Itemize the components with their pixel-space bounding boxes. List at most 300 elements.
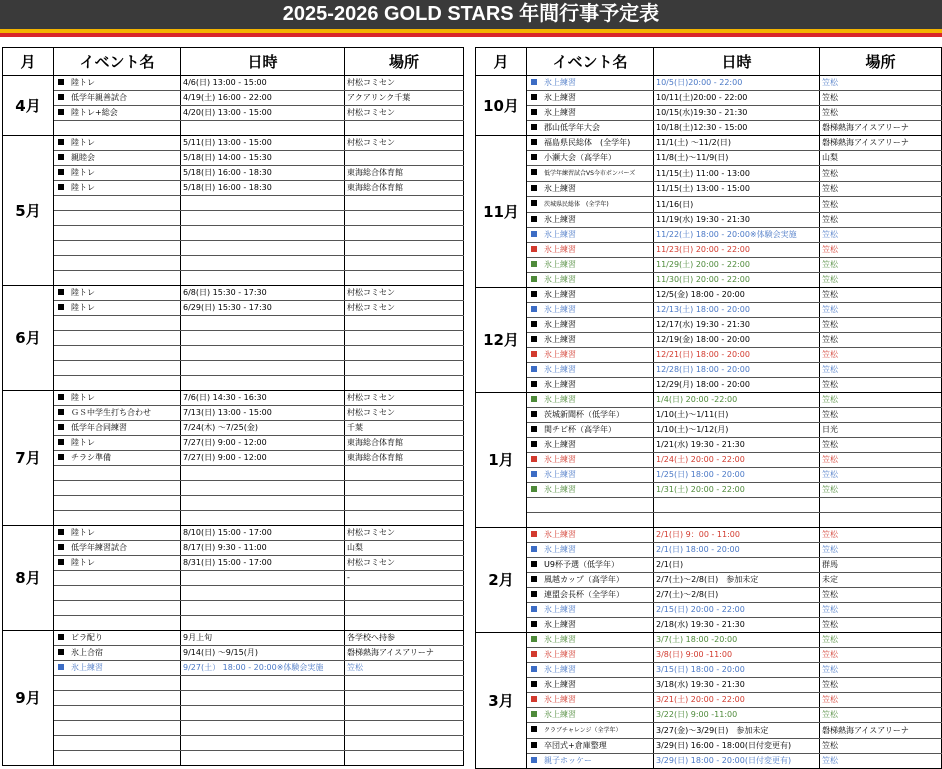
- datetime-text: 11/16(日): [656, 199, 694, 209]
- schedule-row: [3, 631, 464, 646]
- place-cell: [345, 181, 464, 196]
- schedule-row: [476, 588, 942, 603]
- place-text: 笠松: [822, 199, 838, 209]
- place-text: 千葉: [347, 423, 363, 432]
- datetime-cell: [654, 754, 820, 769]
- datetime-cell: [181, 376, 345, 391]
- place-text: 笠松: [822, 275, 838, 284]
- schedule-row: [476, 213, 942, 228]
- place-text: 笠松: [822, 230, 838, 239]
- bullet-square-icon: [531, 757, 537, 763]
- event-cell: [54, 76, 181, 91]
- datetime-text: 2/7(土)〜2/8(日) 参加未定: [656, 575, 759, 584]
- place-cell: [820, 498, 942, 513]
- place-cell: [820, 91, 942, 106]
- event-name: ビラ配り: [71, 633, 103, 642]
- datetime-cell: [181, 196, 345, 211]
- place-text: 磐梯熱海アイスアリーナ: [822, 138, 909, 147]
- place-cell: [345, 646, 464, 661]
- schedule-row: [3, 676, 464, 691]
- bullet-square-icon: [531, 456, 537, 462]
- event-cell: [54, 226, 181, 241]
- event-cell: [527, 498, 654, 513]
- bullet-square-icon: [58, 79, 64, 85]
- place-text: 笠松: [822, 756, 838, 765]
- event-cell: [527, 273, 654, 288]
- datetime-text: 11/15(土) 13:00 - 15:00: [656, 184, 750, 193]
- place-text: 東海総合体育館: [347, 183, 403, 192]
- place-cell: [820, 438, 942, 453]
- datetime-cell: [654, 197, 820, 213]
- datetime-cell: [181, 421, 345, 436]
- bullet-square-icon: [531, 381, 537, 387]
- place-cell: [820, 333, 942, 348]
- place-cell: [345, 226, 464, 241]
- datetime-text: 5/18(日) 14:00 - 15:30: [183, 153, 272, 162]
- place-text: 笠松: [822, 470, 838, 479]
- event-name: 氷上練習: [544, 184, 576, 193]
- datetime-cell: [181, 676, 345, 691]
- datetime-cell: [654, 378, 820, 393]
- datetime-cell: [654, 363, 820, 378]
- event-name: 氷上練習: [544, 365, 576, 374]
- place-cell: [820, 693, 942, 708]
- event-cell: [527, 363, 654, 378]
- place-cell: [345, 676, 464, 691]
- bullet-square-icon: [531, 336, 537, 342]
- place-text: 村松コミセン: [347, 393, 395, 402]
- schedule-row: [476, 106, 942, 121]
- event-cell: [54, 376, 181, 391]
- bullet-square-icon: [531, 169, 537, 175]
- event-cell: [527, 483, 654, 498]
- place-cell: [820, 588, 942, 603]
- event-name: 氷上練習: [71, 663, 103, 672]
- schedule-row: [476, 76, 942, 91]
- datetime-cell: [654, 483, 820, 498]
- schedule-row: [3, 196, 464, 211]
- month-label: 1月: [476, 393, 527, 528]
- schedule-row: [3, 436, 464, 451]
- bullet-square-icon: [531, 216, 537, 222]
- datetime-cell: [181, 331, 345, 346]
- place-cell: [820, 166, 942, 182]
- place-cell: [345, 706, 464, 721]
- bullet-square-icon: [531, 139, 537, 145]
- event-cell: [54, 646, 181, 661]
- schedule-row: [476, 678, 942, 693]
- place-cell: [345, 121, 464, 136]
- schedule-row: [3, 256, 464, 271]
- event-name: 氷上練習: [544, 245, 576, 254]
- page-title: 2025-2026 GOLD STARS 年間行事予定表: [0, 0, 942, 29]
- event-name: 氷上練習: [544, 470, 576, 479]
- header-row: [476, 48, 942, 76]
- place-cell: [820, 408, 942, 423]
- datetime-cell: [181, 271, 345, 286]
- place-text: 村松コミセン: [347, 288, 395, 297]
- datetime-text: 11/23(日) 20:00 - 22:00: [656, 245, 750, 254]
- datetime-text: 8/31(日) 15:00 - 17:00: [183, 558, 272, 567]
- datetime-cell: [181, 751, 345, 766]
- schedule-row: [3, 481, 464, 496]
- bullet-square-icon: [531, 261, 537, 267]
- datetime-cell: [181, 76, 345, 91]
- place-cell: [820, 273, 942, 288]
- datetime-cell: [654, 543, 820, 558]
- event-cell: [527, 678, 654, 693]
- bullet-square-icon: [531, 576, 537, 582]
- schedule-row: [3, 511, 464, 526]
- schedule-row: [3, 181, 464, 196]
- schedule-row: [3, 466, 464, 481]
- datetime-cell: [654, 453, 820, 468]
- schedule-row: [3, 136, 464, 151]
- event-name: 卒団式+倉庫整理: [544, 741, 607, 750]
- datetime-cell: [654, 166, 820, 182]
- event-cell: [527, 121, 654, 136]
- schedule-row: [3, 166, 464, 181]
- schedule-row: [3, 646, 464, 661]
- datetime-cell: [654, 588, 820, 603]
- bullet-square-icon: [531, 351, 537, 357]
- bullet-square-icon: [531, 561, 537, 567]
- datetime-cell: [181, 511, 345, 526]
- bullet-square-icon: [531, 154, 537, 160]
- event-cell: [54, 106, 181, 121]
- datetime-text: 12/28(日) 18:00 - 20:00: [656, 365, 750, 374]
- month-label: 6月: [3, 286, 54, 391]
- datetime-cell: [181, 301, 345, 316]
- datetime-cell: [181, 151, 345, 166]
- place-text: 東海総合体育館: [347, 453, 403, 462]
- datetime-cell: [181, 316, 345, 331]
- place-cell: [820, 423, 942, 438]
- datetime-text: 2/7(土)〜2/8(日): [656, 590, 719, 599]
- place-text: 笠松: [822, 650, 838, 659]
- place-cell: [345, 466, 464, 481]
- bullet-square-icon: [531, 621, 537, 627]
- bullet-square-icon: [531, 742, 537, 748]
- bullet-square-icon: [531, 606, 537, 612]
- schedule-row: [3, 76, 464, 91]
- datetime-text: 7/27(日) 9:00 - 12:00: [183, 438, 267, 447]
- place-text: -: [347, 573, 350, 582]
- place-text: 笠松: [822, 350, 838, 359]
- schedule-row: [3, 736, 464, 751]
- place-cell: [820, 243, 942, 258]
- event-cell: [527, 288, 654, 303]
- place-cell: [345, 481, 464, 496]
- event-name: 氷上練習: [544, 680, 576, 689]
- place-text: 笠松: [822, 455, 838, 464]
- place-cell: [345, 736, 464, 751]
- bullet-square-icon: [531, 651, 537, 657]
- datetime-cell: [181, 556, 345, 571]
- place-cell: [345, 616, 464, 631]
- place-cell: [820, 754, 942, 769]
- place-cell: [345, 106, 464, 121]
- event-name: 氷上練習: [544, 108, 576, 117]
- schedule-row: [476, 543, 942, 558]
- datetime-cell: [181, 211, 345, 226]
- datetime-cell: [181, 736, 345, 751]
- event-name: 陸トレ: [71, 528, 95, 537]
- header-event: イベント名: [527, 48, 654, 76]
- schedule-row: [476, 498, 942, 513]
- place-cell: [820, 258, 942, 273]
- event-cell: [54, 271, 181, 286]
- schedule-row: [3, 271, 464, 286]
- place-text: 笠松: [822, 108, 838, 117]
- place-cell: [345, 436, 464, 451]
- event-name: U9杯予選（低学年）: [544, 560, 619, 569]
- event-name: 郡山低学年大会: [544, 123, 600, 132]
- bullet-square-icon: [531, 441, 537, 447]
- bullet-square-icon: [531, 711, 537, 717]
- place-cell: [820, 288, 942, 303]
- datetime-cell: [654, 708, 820, 723]
- datetime-cell: [654, 213, 820, 228]
- datetime-cell: [181, 571, 345, 586]
- event-cell: [527, 754, 654, 769]
- event-cell: [54, 526, 181, 541]
- event-name: 氷上練習: [544, 650, 576, 659]
- place-cell: [345, 211, 464, 226]
- datetime-text: 11/8(土)〜11/9(日): [656, 153, 729, 162]
- event-cell: [54, 751, 181, 766]
- month-label: 10月: [476, 76, 527, 136]
- event-cell: [54, 631, 181, 646]
- event-cell: [54, 466, 181, 481]
- bullet-square-icon: [531, 666, 537, 672]
- datetime-cell: [181, 466, 345, 481]
- schedule-row: [476, 558, 942, 573]
- place-text: 山梨: [822, 153, 838, 162]
- event-cell: [527, 468, 654, 483]
- schedule-row: [3, 211, 464, 226]
- event-name: 連盟会長杯（全学年）: [544, 590, 624, 599]
- datetime-cell: [654, 318, 820, 333]
- event-cell: [527, 151, 654, 166]
- datetime-cell: [654, 438, 820, 453]
- event-cell: [54, 211, 181, 226]
- datetime-text: 3/29(日) 16:00 - 18:00(日付変更有): [656, 741, 792, 750]
- bullet-square-icon: [531, 306, 537, 312]
- event-cell: [527, 76, 654, 91]
- event-cell: [54, 421, 181, 436]
- place-text: 村松コミセン: [347, 408, 395, 417]
- event-name: 福島県民総体 (全学年): [544, 138, 631, 147]
- bullet-square-icon: [58, 529, 64, 535]
- event-cell: [527, 393, 654, 408]
- bullet-square-icon: [531, 396, 537, 402]
- place-text: 笠松: [822, 741, 838, 750]
- datetime-cell: [654, 528, 820, 543]
- datetime-cell: [654, 723, 820, 739]
- datetime-cell: [654, 513, 820, 528]
- schedule-row: [476, 603, 942, 618]
- datetime-cell: [181, 616, 345, 631]
- datetime-text: 1/10(土)〜1/11(日): [656, 410, 729, 419]
- place-text: 笠松: [822, 410, 838, 419]
- schedule-row: [3, 391, 464, 406]
- datetime-cell: [654, 603, 820, 618]
- schedule-row: [3, 346, 464, 361]
- datetime-cell: [654, 678, 820, 693]
- place-cell: [345, 91, 464, 106]
- datetime-text: 2/1(日) 9：00 - 11:00: [656, 530, 740, 539]
- event-cell: [527, 648, 654, 663]
- datetime-text: 12/13(土) 18:00 - 20:00: [656, 305, 750, 314]
- datetime-cell: [181, 481, 345, 496]
- schedule-row: [476, 303, 942, 318]
- event-name: 陸トレ: [71, 558, 95, 567]
- event-name: 氷上練習: [544, 545, 576, 554]
- place-text: 磐梯熱海アイスアリーナ: [822, 123, 909, 132]
- datetime-cell: [654, 393, 820, 408]
- event-name: 陸トレ: [71, 438, 95, 447]
- place-cell: [820, 106, 942, 121]
- bullet-square-icon: [58, 424, 64, 430]
- schedule-row: [476, 633, 942, 648]
- schedule-row: [476, 483, 942, 498]
- event-cell: [54, 406, 181, 421]
- event-name: 氷上練習: [544, 350, 576, 359]
- event-name: 陸トレ: [71, 393, 95, 402]
- bullet-square-icon: [58, 409, 64, 415]
- datetime-text: 12/19(金) 18:00 - 20:00: [656, 335, 750, 344]
- event-cell: [54, 676, 181, 691]
- place-text: 東海総合体育館: [347, 438, 403, 447]
- datetime-cell: [181, 691, 345, 706]
- event-cell: [527, 528, 654, 543]
- schedule-row: [476, 423, 942, 438]
- bullet-square-icon: [531, 471, 537, 477]
- place-cell: [820, 513, 942, 528]
- event-name: 氷上練習: [544, 695, 576, 704]
- event-name: 氷上練習: [544, 485, 576, 494]
- place-text: 群馬: [822, 560, 838, 569]
- datetime-cell: [181, 631, 345, 646]
- event-name: 陸トレ: [71, 303, 95, 312]
- header-datetime: 日時: [181, 48, 345, 76]
- schedule-table-left: [2, 47, 464, 766]
- schedule-row: [3, 121, 464, 136]
- datetime-text: 9月上旬: [183, 633, 213, 642]
- place-text: 村松コミセン: [347, 78, 395, 87]
- place-text: 笠松: [822, 290, 838, 299]
- event-cell: [54, 691, 181, 706]
- event-cell: [527, 663, 654, 678]
- place-cell: [820, 453, 942, 468]
- event-name: 低学年練習試合VS今市ボンバーズ: [544, 170, 636, 177]
- place-cell: [345, 256, 464, 271]
- datetime-text: 4/20(日) 13:00 - 15:00: [183, 108, 272, 117]
- datetime-cell: [181, 361, 345, 376]
- month-label: 12月: [476, 288, 527, 393]
- event-cell: [527, 723, 654, 739]
- datetime-text: 1/21(水) 19:30 - 21:30: [656, 440, 745, 449]
- place-cell: [820, 708, 942, 723]
- place-cell: [345, 301, 464, 316]
- datetime-cell: [654, 648, 820, 663]
- place-text: 笠松: [822, 168, 838, 178]
- event-cell: [527, 408, 654, 423]
- event-name: 氷上練習: [544, 665, 576, 674]
- event-name: 陸トレ: [71, 183, 95, 192]
- event-name: 親子ホッケー: [544, 756, 592, 765]
- place-text: 磐梯熱海アイスアリーナ: [822, 725, 909, 735]
- place-cell: [345, 451, 464, 466]
- event-cell: [527, 182, 654, 197]
- event-cell: [54, 736, 181, 751]
- event-cell: [54, 496, 181, 511]
- event-name: 風越カップ（高学年）: [544, 575, 624, 584]
- event-cell: [54, 136, 181, 151]
- datetime-text: 3/21(土) 20:00 - 22:00: [656, 695, 745, 704]
- schedule-row: [476, 273, 942, 288]
- event-name: 氷上練習: [544, 380, 576, 389]
- place-text: 笠松: [822, 365, 838, 374]
- datetime-text: 6/8(日) 15:30 - 17:30: [183, 288, 267, 297]
- schedule-row: [3, 241, 464, 256]
- place-cell: [820, 528, 942, 543]
- datetime-cell: [654, 273, 820, 288]
- header-month: 月: [476, 48, 527, 76]
- event-name: 陸トレ: [71, 138, 95, 147]
- datetime-cell: [654, 121, 820, 136]
- datetime-text: 3/7(土) 18:00 -20:00: [656, 635, 738, 644]
- month-label: 9月: [3, 631, 54, 766]
- datetime-cell: [654, 348, 820, 363]
- place-cell: [820, 197, 942, 213]
- place-text: 村松コミセン: [347, 108, 395, 117]
- event-cell: [54, 301, 181, 316]
- title-stripe-red: [0, 33, 942, 37]
- datetime-text: 10/18(土)12:30 - 15:00: [656, 123, 748, 132]
- place-cell: [345, 586, 464, 601]
- event-cell: [527, 91, 654, 106]
- place-text: 村松コミセン: [347, 528, 395, 537]
- place-cell: [820, 318, 942, 333]
- place-cell: [345, 316, 464, 331]
- event-name: 低学年練習試合: [71, 543, 127, 552]
- datetime-cell: [654, 228, 820, 243]
- event-cell: [527, 378, 654, 393]
- event-cell: [527, 318, 654, 333]
- schedule-row: [3, 286, 464, 301]
- schedule-row: [3, 106, 464, 121]
- event-cell: [54, 166, 181, 181]
- header-datetime: 日時: [654, 48, 820, 76]
- datetime-text: 3/22(日) 9:00 -11:00: [656, 710, 738, 719]
- place-text: 笠松: [822, 440, 838, 449]
- place-cell: [345, 691, 464, 706]
- bullet-square-icon: [58, 139, 64, 145]
- bullet-square-icon: [531, 591, 537, 597]
- datetime-cell: [654, 106, 820, 121]
- bullet-square-icon: [58, 94, 64, 100]
- event-cell: [54, 556, 181, 571]
- event-cell: [527, 136, 654, 151]
- datetime-cell: [654, 618, 820, 633]
- place-cell: [345, 751, 464, 766]
- datetime-text: 4/6(日) 13:00 - 15:00: [183, 78, 267, 87]
- schedule-row: [476, 723, 942, 739]
- event-cell: [54, 241, 181, 256]
- place-text: 笠松: [822, 380, 838, 389]
